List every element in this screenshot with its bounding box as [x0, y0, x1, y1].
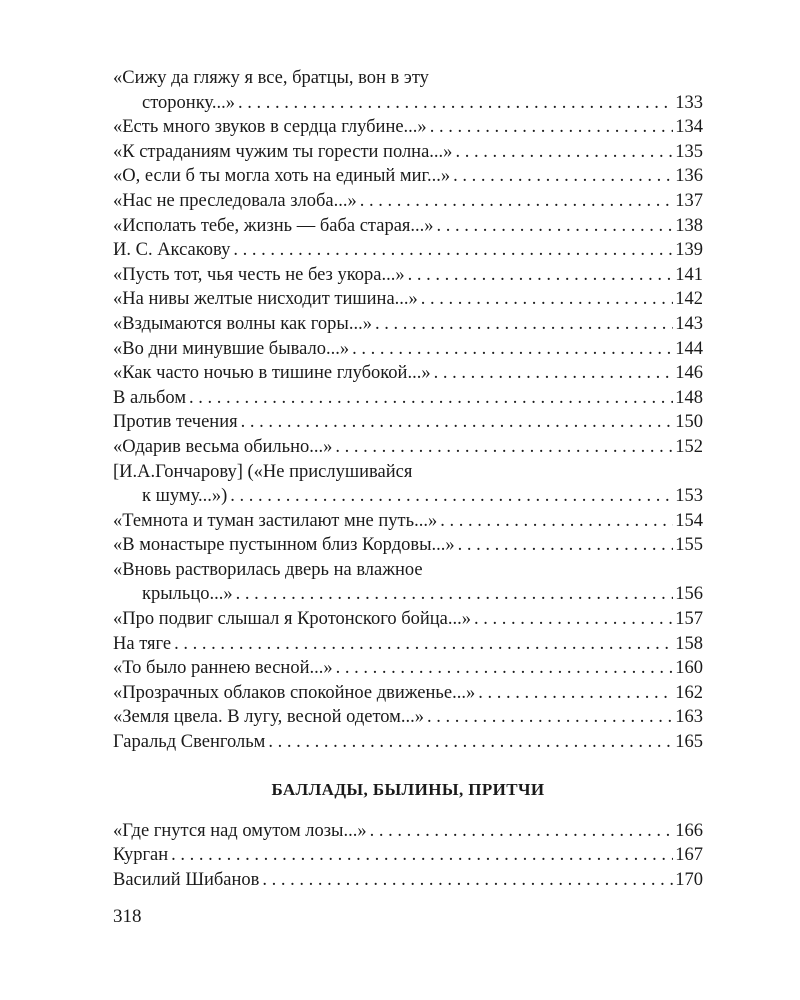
toc-entry-line [113, 509, 703, 534]
toc-entry [113, 312, 703, 337]
toc-entry-line [113, 435, 703, 460]
dot-leader [455, 140, 673, 165]
toc-entry-page-number: 160 [675, 658, 703, 679]
toc-entry [113, 843, 703, 868]
toc-entry-title: «Одарив весьма обильно...» [113, 436, 333, 457]
dot-leader [430, 115, 674, 140]
toc-entry-page-number: 156 [675, 584, 703, 605]
dot-leader [370, 819, 674, 844]
dot-leader [360, 189, 673, 214]
toc-entry [113, 189, 703, 214]
toc-entry-page-number: 142 [675, 289, 703, 310]
toc-entry-line [113, 843, 703, 868]
toc-entry-page-number: 148 [675, 387, 703, 408]
toc-entry-page-number: 141 [675, 264, 703, 285]
toc-entry [113, 214, 703, 239]
toc-entry [113, 819, 703, 844]
toc-entry [113, 632, 703, 657]
toc-entry-page-number: 166 [675, 820, 703, 841]
toc-entry-page-number: 133 [675, 92, 703, 113]
toc-entry-page-number: 153 [675, 486, 703, 507]
toc-entry-page-number: 163 [675, 707, 703, 728]
toc-entry-page-number: 170 [675, 869, 703, 890]
toc-entry-page-number: 143 [675, 313, 703, 334]
toc-entry-page-number: 157 [675, 609, 703, 630]
toc-entry [113, 164, 703, 189]
dot-leader [233, 238, 673, 263]
toc-entry-title: «Вздымаются волны как горы...» [113, 313, 372, 334]
toc-entry-line [113, 287, 703, 312]
toc-entry-title: «В монастыре пустынном близ Кордовы...» [113, 535, 455, 556]
toc-entry-line [113, 140, 703, 165]
toc-entry-line [113, 214, 703, 239]
toc-entry-title: Василий Шибанов [113, 869, 260, 890]
dot-leader [408, 263, 674, 288]
dot-leader [171, 843, 673, 868]
toc-entry-page-number: 152 [675, 436, 703, 457]
toc-entry [113, 115, 703, 140]
toc-entry [113, 868, 703, 893]
toc-entry-line [113, 386, 703, 411]
toc-entry-line [113, 819, 703, 844]
toc-entry-line [113, 410, 703, 435]
toc-entry-title: Против течения [113, 412, 238, 433]
dot-leader [375, 312, 673, 337]
dot-leader [241, 410, 674, 435]
toc-entry-line [113, 361, 703, 386]
section-heading: БАЛЛАДЫ, БЫЛИНЫ, ПРИТЧИ [271, 779, 545, 799]
toc-entry [113, 533, 703, 558]
toc-entry-title: «Про подвиг слышал я Кротонского бойца...» [113, 609, 471, 630]
toc-entry-page-number: 136 [675, 166, 703, 187]
toc-entry-title-first-line: «Вновь растворилась дверь на влажное [113, 559, 423, 580]
toc-entry [113, 337, 703, 362]
dot-leader [236, 582, 674, 607]
dot-leader [189, 386, 673, 411]
toc-entry-title: крыльцо...» [142, 584, 233, 605]
dot-leader [440, 509, 673, 534]
dot-leader [268, 730, 673, 755]
toc-entry-title: «Темнота и туман застилают мне путь...» [113, 510, 438, 531]
toc-entry-page-number: 165 [675, 732, 703, 753]
toc-entry [113, 460, 703, 509]
toc-entry-line [113, 238, 703, 263]
toc-entry-title: Курган [113, 845, 169, 866]
toc-entry [113, 681, 703, 706]
toc-entry-title: «Во дни минувшие бывало...» [113, 338, 350, 359]
dot-leader [453, 164, 673, 189]
toc-entry-title: «О, если б ты могла хоть на единый миг...» [113, 166, 451, 187]
toc-entry-line [113, 730, 703, 755]
toc-entry [113, 558, 703, 607]
toc-entry [113, 238, 703, 263]
toc-entry [113, 287, 703, 312]
toc-entry-line [113, 656, 703, 681]
dot-leader [174, 632, 673, 657]
toc-entry [113, 410, 703, 435]
toc-entry-title: «Есть много звуков в сердца глубине...» [113, 117, 427, 138]
toc-entry-title: И. С. Аксакову [113, 240, 231, 261]
toc-entry [113, 361, 703, 386]
toc-entry-line [113, 681, 703, 706]
toc-entry-line [113, 263, 703, 288]
dot-leader [262, 868, 673, 893]
dot-leader [336, 656, 674, 681]
dot-leader [434, 361, 674, 386]
toc-entry [113, 386, 703, 411]
toc-entry-title: к шуму...») [142, 486, 228, 507]
toc-entry [113, 435, 703, 460]
dot-leader [474, 607, 673, 632]
toc-entry-title-first-line: «Сижу да гляжу я все, братцы, вон в эту [113, 68, 429, 88]
toc-entry-page-number: 134 [675, 117, 703, 138]
toc-entry-line [113, 91, 703, 116]
dot-leader [458, 533, 674, 558]
dot-leader [437, 214, 674, 239]
toc-entry [113, 656, 703, 681]
dot-leader [352, 337, 673, 362]
toc-entry [113, 509, 703, 534]
toc-entry-line [113, 312, 703, 337]
toc-entry-title: «Исполать тебе, жизнь — баба старая...» [113, 215, 434, 236]
toc-entry-title-first-line: [И.А.Гончарову] («Не прислушивайся [113, 461, 413, 482]
toc-entry-title: В альбом [113, 387, 187, 408]
toc-entry-title: «Пусть тот, чья честь не без укора...» [113, 264, 405, 285]
toc-entry-title: На тяге [113, 633, 172, 654]
toc-entry-line [113, 115, 703, 140]
toc-entry-line [113, 607, 703, 632]
toc-entry-title: «Земля цвела. В лугу, весной одетом...» [113, 707, 425, 728]
toc-entry [113, 607, 703, 632]
toc-entry-line [113, 632, 703, 657]
toc-entry-line [113, 533, 703, 558]
toc-entry-line [113, 337, 703, 362]
dot-leader [230, 484, 673, 509]
toc-entry-page-number: 138 [675, 215, 703, 236]
toc-entry [113, 66, 703, 115]
toc-entry-page-number: 139 [675, 240, 703, 261]
toc-entry-page-number: 144 [675, 338, 703, 359]
toc-entry-page-number: 155 [675, 535, 703, 556]
table-of-contents [113, 66, 703, 892]
toc-entry-title: «Где гнутся над омутом лозы...» [113, 820, 367, 841]
toc-entry-line [113, 189, 703, 214]
toc-entry-title: сторонку...» [142, 92, 235, 113]
dot-leader [238, 91, 673, 116]
toc-entry [113, 140, 703, 165]
toc-entry-title: Гаральд Свенгольм [113, 732, 266, 753]
toc-entry-title: «Нас не преследовала злоба...» [113, 190, 357, 211]
toc-entry-page-number: 158 [675, 633, 703, 654]
toc-entry-title: «То было раннею весной...» [113, 658, 333, 679]
toc-entry [113, 730, 703, 755]
toc-entry-line [113, 582, 703, 607]
toc-entry-page-number: 167 [675, 845, 703, 866]
toc-entry-page-number: 154 [675, 510, 703, 531]
toc-entry-page-number: 135 [675, 141, 703, 162]
toc-entry-title: «На нивы желтые нисходит тишина...» [113, 289, 418, 310]
dot-leader [478, 681, 673, 706]
dot-leader [421, 287, 673, 312]
dot-leader [427, 705, 673, 730]
toc-entry-title: «К страданиям чужим ты горести полна...» [113, 141, 453, 162]
section-toc-entries [113, 819, 703, 893]
toc-entry [113, 263, 703, 288]
toc-entry-page-number: 150 [675, 412, 703, 433]
dot-leader [335, 435, 673, 460]
toc-entry-line [113, 484, 703, 509]
toc-entry-title: «Как часто ночью в тишине глубокой...» [113, 363, 431, 384]
toc-entry-line [113, 164, 703, 189]
toc-entry [113, 705, 703, 730]
toc-entry-line [113, 868, 703, 893]
toc-entry-page-number: 162 [675, 682, 703, 703]
page-number: 318 [113, 906, 142, 927]
toc-entry-page-number: 146 [675, 363, 703, 384]
toc-entry-title: «Прозрачных облаков спокойное движенье...» [113, 682, 476, 703]
toc-entries [113, 66, 703, 755]
toc-entry-page-number: 137 [675, 190, 703, 211]
toc-entry-line [113, 705, 703, 730]
